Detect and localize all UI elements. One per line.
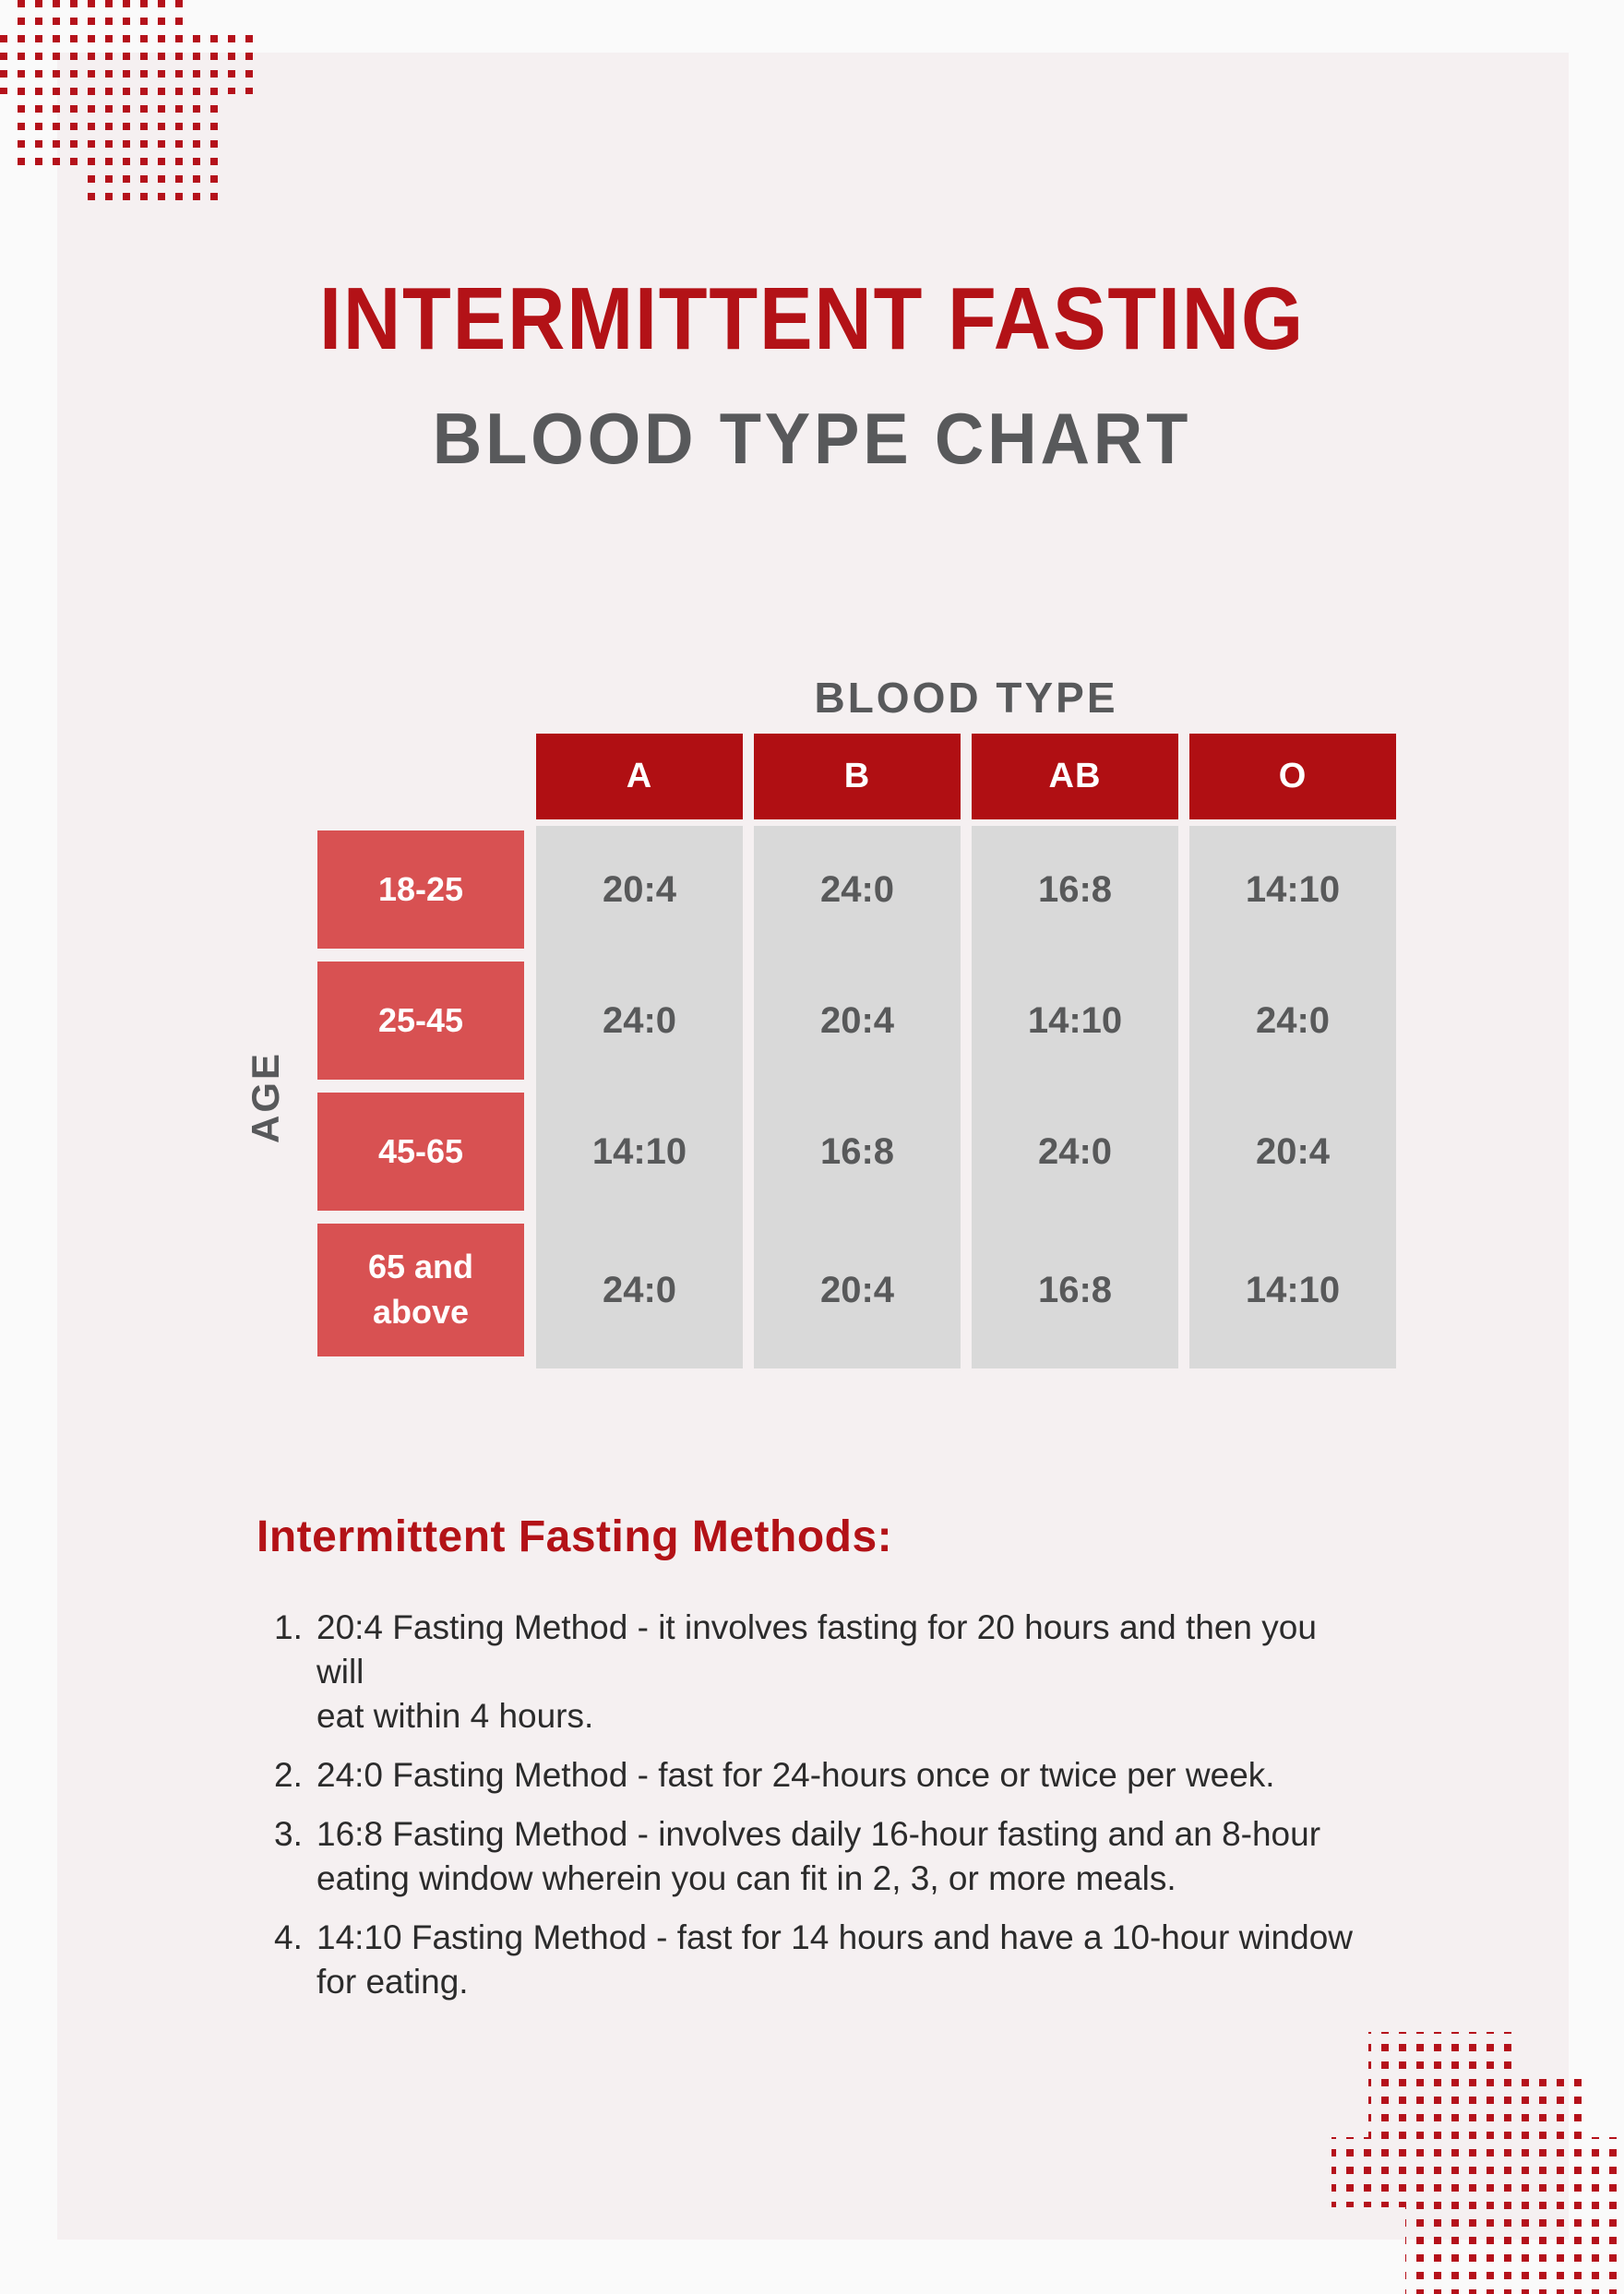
column-header-a: A xyxy=(536,734,743,819)
row-label-65-above: 65 and above xyxy=(317,1224,524,1356)
value-cell: 24:0 xyxy=(1037,1130,1113,1172)
method-number: 4. xyxy=(274,1918,303,1956)
row-label-18-25: 18-25 xyxy=(317,830,524,949)
method-item-2 xyxy=(274,1753,1363,1798)
method-text-line: eating window wherein you can fit in 2, 3, or more meals. xyxy=(316,1859,1176,1897)
method-text xyxy=(316,1916,1353,2004)
method-number: 1. xyxy=(274,1608,303,1646)
method-text-line: for eating. xyxy=(316,1963,469,2001)
page-title: INTERMITTENT FASTING xyxy=(319,269,1305,368)
dot-pattern-bottom-right xyxy=(1329,2026,1624,2294)
value-cell: 24:0 xyxy=(602,1269,677,1310)
value-grid xyxy=(536,830,1396,1356)
dot-pattern-top-left xyxy=(0,0,277,212)
value-cell: 20:4 xyxy=(819,999,895,1041)
value-cell: 14:10 xyxy=(1245,868,1341,910)
column-header-row xyxy=(536,734,1396,819)
methods-list xyxy=(274,1606,1363,2019)
method-text xyxy=(316,1606,1363,1738)
method-text xyxy=(316,1753,1275,1798)
value-cell: 24:0 xyxy=(602,999,677,1041)
age-axis-label: AGE xyxy=(244,1051,287,1144)
method-item-3 xyxy=(274,1812,1363,1901)
column-header-ab: AB xyxy=(972,734,1178,819)
method-text-line: 14:10 Fasting Method - fast for 14 hours and have a 10-hour window xyxy=(316,1918,1354,1956)
value-cell: 16:8 xyxy=(1037,868,1113,910)
value-cell: 20:4 xyxy=(1255,1130,1331,1172)
value-cell: 16:8 xyxy=(1037,1269,1113,1310)
method-text-line: 16:8 Fasting Method - involves daily 16-hour fasting and an 8-hour xyxy=(316,1815,1321,1853)
row-label-45-65: 45-65 xyxy=(317,1093,524,1211)
value-cell: 14:10 xyxy=(1027,999,1123,1041)
method-item-4 xyxy=(274,1916,1363,2004)
value-cell: 14:10 xyxy=(591,1130,687,1172)
blood-type-axis-label: BLOOD TYPE xyxy=(814,674,1118,722)
page-subtitle: BLOOD TYPE CHART xyxy=(432,398,1192,479)
value-cell: 14:10 xyxy=(1245,1269,1341,1310)
methods-heading: Intermittent Fasting Methods: xyxy=(257,1512,893,1561)
value-cell: 16:8 xyxy=(819,1130,895,1172)
method-number: 3. xyxy=(274,1815,303,1853)
method-text-line: 20:4 Fasting Method - it involves fasting for 20 hours and then you will xyxy=(316,1608,1317,1691)
value-cell: 20:4 xyxy=(602,868,677,910)
method-number: 2. xyxy=(274,1756,303,1794)
column-header-o: O xyxy=(1189,734,1396,819)
row-label-25-45: 25-45 xyxy=(317,962,524,1080)
value-cell: 20:4 xyxy=(819,1269,895,1310)
row-label-column xyxy=(317,830,524,1356)
method-text-line: 24:0 Fasting Method - fast for 24-hours once or twice per week. xyxy=(316,1756,1275,1794)
method-text-line: eat within 4 hours. xyxy=(316,1697,594,1735)
column-header-b: B xyxy=(754,734,961,819)
method-item-1 xyxy=(274,1606,1363,1738)
method-text xyxy=(316,1812,1320,1901)
value-cell: 24:0 xyxy=(1255,999,1331,1041)
value-cell: 24:0 xyxy=(819,868,895,910)
